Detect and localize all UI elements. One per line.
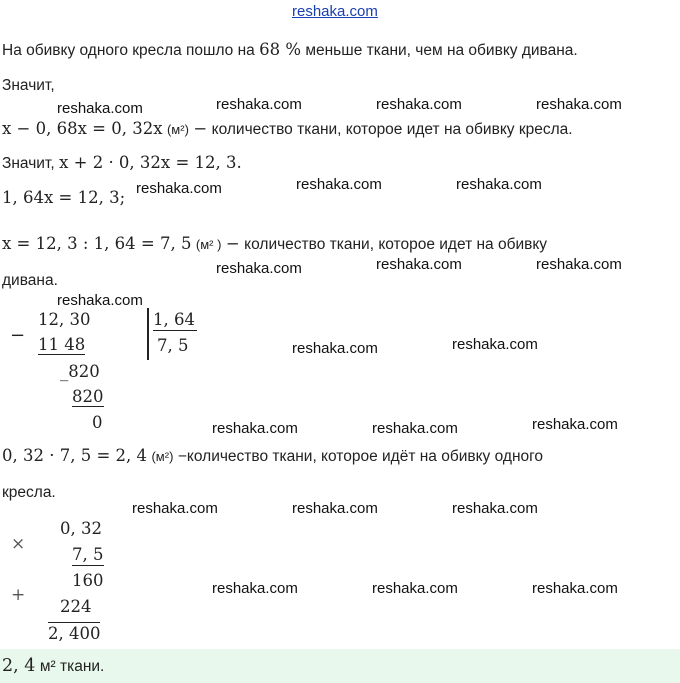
equation-chair [2, 119, 573, 139]
multiplier: 7, 5 [72, 545, 104, 564]
dash: − [193, 119, 208, 138]
equation-chair-result-text: −количество ткани, которое идёт на обивку одного [177, 448, 544, 465]
watermark: reshaka.com [376, 96, 462, 113]
watermark: reshaka.com [456, 176, 542, 193]
watermark: reshaka.com [536, 96, 622, 113]
unit-m2: (м²) [151, 449, 174, 464]
division-minus: − [10, 325, 26, 346]
watermark: reshaka.com [132, 500, 218, 517]
answer-value: 2, 4 [2, 656, 36, 676]
watermark: reshaka.com [216, 260, 302, 277]
equation-chair-result-math: 0, 32 · 7, 5 = 2, 4 [2, 446, 148, 465]
equation-sum [2, 153, 242, 173]
answer-text: м² ткани. [39, 658, 105, 675]
equation-sofa-text: количество ткани, которое идет на обивку [244, 236, 548, 253]
chair-word: кресла. [2, 484, 56, 501]
problem-statement [2, 40, 578, 60]
division-quotient: 7, 5 [157, 336, 189, 355]
watermark: reshaka.com [452, 336, 538, 353]
division-subtrahend-2: 820 [72, 387, 104, 406]
unit-m2: (м²) [166, 122, 189, 137]
watermark: reshaka.com [136, 180, 222, 197]
therefore-label-2: Значит, [2, 155, 55, 172]
equation-sofa-math: x = 12, 3 : 1, 64 = 7, 5 [2, 234, 192, 253]
statement-text-a: На обивку одного кресла пошло на [2, 42, 255, 59]
watermark: reshaka.com [372, 420, 458, 437]
watermark: reshaka.com [212, 580, 298, 597]
product-result: 2, 400 [48, 624, 101, 643]
division-dividend: 12, 30 [38, 310, 91, 329]
watermark: reshaka.com [536, 256, 622, 273]
multiplication-plus: + [11, 585, 26, 605]
partial-product-2: 224 [60, 597, 92, 616]
watermark: reshaka.com [216, 96, 302, 113]
watermark: reshaka.com [57, 292, 143, 309]
equation-simplified: 1, 64x = 12, 3; [2, 188, 126, 207]
watermark: reshaka.com [212, 420, 298, 437]
watermark: reshaka.com [452, 500, 538, 517]
answer [2, 656, 104, 676]
therefore-label-1: Значит, [2, 77, 55, 94]
equation-sofa [2, 234, 547, 254]
division-remainder-2: 0 [92, 413, 103, 432]
watermark: reshaka.com [292, 500, 378, 517]
equation-chair-result [2, 446, 543, 466]
watermark: reshaka.com [532, 580, 618, 597]
equation-chair-text: количество ткани, которое идет на обивку кресла. [211, 121, 573, 138]
division-subtrahend-1: 11 48 [38, 335, 86, 354]
watermark: reshaka.com [532, 416, 618, 433]
equation-sum-math: x + 2 · 0, 32x = 12, 3. [59, 153, 242, 172]
unit-m2: (м² ) [195, 237, 222, 252]
watermark: reshaka.com [376, 256, 462, 273]
partial-product-1: 160 [72, 571, 104, 590]
multiplication-times: × [11, 534, 26, 554]
sofa-word: дивана. [2, 272, 58, 289]
watermark: reshaka.com [372, 580, 458, 597]
equation-chair-math: x − 0, 68x = 0, 32x [2, 119, 163, 138]
dash: − [225, 234, 240, 253]
watermark: reshaka.com [292, 340, 378, 357]
division-bar [147, 308, 149, 360]
top-watermark[interactable]: reshaka.com [292, 3, 378, 20]
division-remainder-1: _820 [60, 362, 100, 381]
multiplicand: 0, 32 [60, 519, 102, 538]
watermark: reshaka.com [296, 176, 382, 193]
statement-percent: 68 % [259, 40, 302, 59]
statement-text-b: меньше ткани, чем на обивку дивана. [305, 42, 578, 59]
division-divisor: 1, 64 [153, 310, 195, 329]
watermark: reshaka.com [57, 100, 143, 117]
